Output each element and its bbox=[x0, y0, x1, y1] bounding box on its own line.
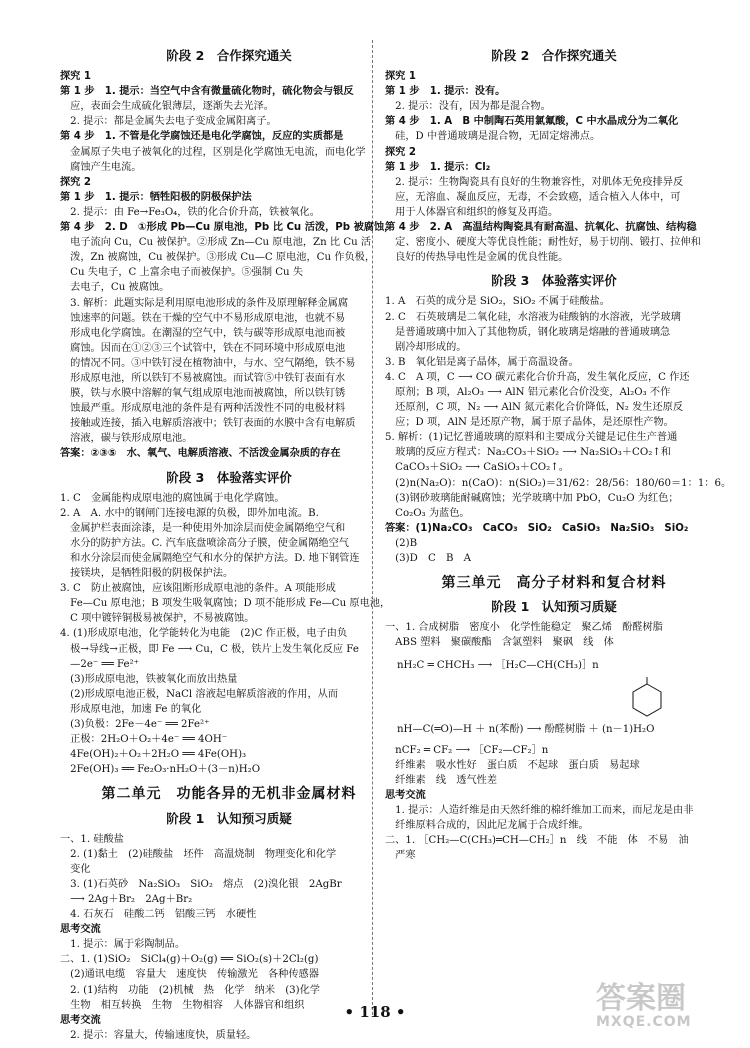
text-line: 2. 提示：容量大，传输速度快，质量轻。 bbox=[60, 1029, 257, 1041]
text-line: 电子流向 Cu，Cu 被保护。②形成 Zn—Cu 原电池，Zn 比 Cu 活 bbox=[60, 237, 372, 249]
text-line: 2. A A. 水中的钢闸门连接电源的负极，即外加电流。B. bbox=[60, 507, 319, 519]
text-line: 第 4 步 2. D ①形成 Pb—Cu 原电池，Pb 比 Cu 活泼，Pb 被腐蚀， bbox=[60, 222, 395, 234]
text-line: 二、1. ［CH₂—C(CH₃)═CH—CH₂］n 线 不能 体 不易 油 bbox=[385, 835, 689, 847]
text-line: Cu 失电子，C 上富余电子而被保护。⑤强制 Cu 失 bbox=[60, 267, 304, 279]
text-line: 1. C 金属能构成原电池的腐蚀属于电化学腐蚀。 bbox=[60, 492, 285, 504]
text-line: 溶液，碳与铁形成原电池。 bbox=[60, 433, 193, 445]
right-section-2 bbox=[385, 294, 732, 566]
text-line: 2. (1)黏土 (2)硅酸盐 坯件 高温烧制 物理变化和化学 bbox=[60, 848, 337, 860]
text-line: 严寒 bbox=[385, 850, 416, 862]
text-line: 应；D 项，AlN 是还原产物，属于原子晶体，是还原性产物。 bbox=[385, 417, 674, 429]
text-line: C 项中镀锌铜极易被保护，不易被腐蚀。 bbox=[60, 613, 255, 625]
text-line: (2)B bbox=[385, 537, 418, 549]
text-line: 思考交流 bbox=[60, 924, 101, 936]
text-line: 5. 解析：(1)记忆普通玻璃的原料和主要成分关键是记住生产普通 bbox=[385, 432, 678, 444]
text-line: 应，表面会生成硫化银薄层，逐渐失去光泽。 bbox=[60, 101, 274, 113]
text-line: 1. 提示：人造纤维是由天然纤维的棉纤维加工而来，而尼龙是由非 bbox=[385, 805, 694, 817]
text-line: (3)形成原电池，铁被氧化而放出热量 bbox=[60, 673, 238, 685]
text-line: 4. C A 项，C ⟶ CO 碳元素化合价升高，发生氧化反应，C 作还 bbox=[385, 371, 690, 383]
stage-heading: 阶段 1 认知预习质疑 bbox=[491, 599, 617, 615]
text-line: 形成原电池，加速 Fe 的氧化 bbox=[60, 703, 202, 715]
page-number: • 118 • bbox=[344, 1003, 406, 1021]
text-line: 第 1 步 1. 提示：牺牲阳极的阴极保护法 bbox=[60, 191, 252, 203]
text-line: 探究 1 bbox=[385, 71, 417, 83]
text-line: ABS 塑料 聚碳酸酯 含氯塑料 聚砜 线 体 bbox=[385, 637, 614, 649]
polypropylene-equation: nH₂C ═ CHCH₃ ⟶ ［H₂C—CH(CH₃)］n bbox=[397, 660, 599, 672]
text-line: 4. (1)形成原电池，化学能转化为电能 (2)C 作正极，电子由负 bbox=[60, 628, 348, 640]
text-line: 3. B 氧化铝是离子晶体，属于高温设备。 bbox=[385, 356, 579, 368]
text-line: 水分的防护方法。C. 汽车底盘喷涂高分子膜，使金属隔绝空气 bbox=[60, 537, 349, 549]
text-line: (2)n(Na₂O)：n(CaO)：n(SiO₂)＝31/62：28/56：180/60＝1：1：6。 bbox=[385, 477, 732, 489]
right-section-1 bbox=[385, 69, 723, 265]
text-line: 1. A 石英的成分是 SiO₂，SiO₂ 不属于硅酸盐。 bbox=[385, 296, 610, 308]
text-line: 4Fe(OH)₂＋O₂＋2H₂O ══ 4Fe(OH)₃ bbox=[60, 749, 247, 761]
text-line: 用于人体器官和组织的修复及再造。 bbox=[385, 206, 559, 218]
text-line: 纤维素 吸水性好 蛋白质 不起球 蛋白质 易起球 bbox=[385, 759, 640, 771]
stage-heading: 阶段 3 体验落实评价 bbox=[491, 273, 617, 289]
text-line: 一、1. 合成树脂 密度小 化学性能稳定 聚乙烯 酚醛树脂 bbox=[385, 622, 663, 634]
text-line: 剧冷却形成的。 bbox=[385, 341, 467, 353]
text-line: 蚀最严重。形成原电池的条件是有两种活泼性不同的电极材料 bbox=[60, 403, 346, 415]
text-line: (2)通讯电缆 容量大 速度快 传输激光 各种传感器 bbox=[60, 969, 319, 981]
text-line: 答案：(1)Na₂CO₃ CaCO₃ SiO₂ CaSiO₃ Na₂SiO₃ SiO₂ bbox=[385, 522, 689, 534]
text-line: 3. (1)石英砂 Na₂SiO₃ SiO₂ 熔点 (2)溴化银 2AgBr bbox=[60, 878, 342, 890]
left-section-1 bbox=[60, 69, 398, 461]
text-line: ⟶ 2Ag＋Br₂ 2Ag＋Br₂ bbox=[60, 893, 193, 905]
stage-heading: 阶段 3 体验落实评价 bbox=[166, 469, 292, 485]
text-line: 第 1 步 1. 提示：当空气中含有微量硫化物时，硫化物会与银反 bbox=[60, 86, 354, 98]
phenol-resin-equation: nH—C(═O)—H ＋ n(苯酚) ⟶ 酚醛树脂 ＋ (n－1)H₂O bbox=[397, 723, 655, 735]
text-line: 膜，铁与水膜中溶解的氧气组成原电池而被腐蚀，所以铁钉锈 bbox=[60, 388, 346, 400]
text-line: 纤维素 线 透气性差 bbox=[385, 774, 498, 786]
text-line: 探究 1 bbox=[60, 71, 92, 83]
text-line: 第 4 步 1. 不管是化学腐蚀还是电化学腐蚀，反应的实质都是 bbox=[60, 131, 344, 143]
text-line: nCF₂ ═ CF₂ ⟶ ［CF₂—CF₂］n bbox=[385, 744, 549, 756]
text-line: 生物 相互转换 生物 生物相容 人体器官和组织 bbox=[60, 999, 305, 1011]
text-line: 的情况不同。③中铁钉浸在植物油中，与水、空气隔绝，铁不易 bbox=[60, 357, 356, 369]
text-line: 去电子，Cu 被腐蚀。 bbox=[60, 282, 170, 294]
stage-heading: 阶段 1 认知预习质疑 bbox=[166, 810, 292, 826]
text-line: 还原剂，C 项，N₂ ⟶ AlN 氮元素化合价降低，N₂ 发生还原反 bbox=[385, 402, 684, 414]
text-line: —2e⁻ ══ Fe²⁺ bbox=[60, 658, 140, 670]
text-line: 良好的传热导电性是金属的优良性能。 bbox=[385, 252, 569, 264]
unit-heading: 第二单元 功能各异的无机非金属材料 bbox=[101, 786, 357, 803]
text-line: (3)负极：2Fe－4e⁻ ══ 2Fe²⁺ bbox=[60, 719, 210, 731]
text-line: 3. C 防止被腐蚀，应该阻断形成原电池的条件。A 项能形成 bbox=[60, 583, 336, 595]
text-line: 应，无溶血、凝血反应，无毒，不会致癌，适合植入人体中，可 bbox=[385, 191, 681, 203]
text-line: 一、1. 硅酸盐 bbox=[60, 833, 124, 845]
text-line: 腐蚀。因而在①②③三个试管中，铁在不同环境中形成原电池 bbox=[60, 342, 346, 354]
text-line: 探究 2 bbox=[385, 146, 417, 158]
text-line: 第 4 步 2. A 高温结构陶瓷具有耐高温、抗氧化、抗腐蚀、结构稳 bbox=[385, 222, 697, 234]
text-line: Co₂O₃ 为蓝色。 bbox=[385, 507, 470, 519]
text-line: 2. 提示：由 Fe→Fe₃O₄，铁的化合价升高，铁被氧化。 bbox=[60, 206, 320, 218]
text-line: 原剂；B 项，Al₂O₃ ⟶ AlN 铝元素化合价没变，Al₂O₃ 不作 bbox=[385, 386, 671, 398]
text-line: (2)形成原电池正极，NaCl 溶液起电解质溶液的作用，从而 bbox=[60, 688, 339, 700]
right-column bbox=[385, 40, 732, 863]
text-line: 答案：②③⑤ 水、氧气、电解质溶液、不活泼金属杂质的存在 bbox=[60, 448, 341, 460]
text-line: 2. 提示：生物陶瓷具有良好的生物兼容性，对肌体无免疫排异反 bbox=[385, 176, 684, 188]
text-line: 2. 提示：没有，因为都是混合物。 bbox=[385, 101, 551, 113]
text-line: 1. 提示：属于彩陶制品。 bbox=[60, 939, 186, 951]
text-line: 泼，Zn 被腐蚀，Cu 被保护。③形成 Cu—C 原电池，Cu 作负极， bbox=[60, 252, 376, 264]
text-line: 思考交流 bbox=[60, 1014, 101, 1026]
unit-heading: 第三单元 高分子材料和复合材料 bbox=[441, 575, 667, 592]
right-section-3b bbox=[385, 743, 723, 864]
text-line: CaCO₃＋SiO₂ ⟶ CaSiO₃＋CO₂↑。 bbox=[385, 462, 569, 474]
text-line: 第 1 步 1. 提示：没有。 bbox=[385, 86, 506, 98]
stage-heading: 阶段 2 合作探究通关 bbox=[491, 48, 617, 63]
text-line: 2. 提示：都是金属失去电子变成金属阳离子。 bbox=[60, 116, 277, 128]
text-line: 第 4 步 1. A B 中制陶石英用氯氟酸，C 中水晶成分为二氧化 bbox=[385, 116, 679, 128]
text-line: 金属护栏表面涂漆，是一种使用外加涂层而使金属隔绝空气和 bbox=[60, 522, 346, 534]
text-line: 第 1 步 1. 提示：Cl₂ bbox=[385, 161, 491, 173]
text-line: 纤维原料合成的，因此尼龙属于合成纤维。 bbox=[385, 820, 589, 832]
text-line: 探究 2 bbox=[60, 176, 92, 188]
text-line: 形成原电池，所以铁钉不易被腐蚀。而试管⑤中铁钉表面有水 bbox=[60, 372, 346, 384]
text-line: Fe—Cu 原电池；B 项发生吸氧腐蚀；D 项不能形成 Fe—Cu 原电池， bbox=[60, 598, 391, 610]
text-line: 是普通玻璃中加入了其他物质，钢化玻璃是熔融的普通玻璃急 bbox=[385, 326, 671, 338]
text-line: (3)D C B A bbox=[385, 553, 471, 564]
text-line: (3)钢砂玻璃能耐碱腐蚀；光学玻璃中加 PbO，Cu₂O 为红色； bbox=[385, 492, 679, 504]
left-section-2 bbox=[60, 491, 398, 778]
text-line: 玻璃的反应方程式：Na₂CO₃＋SiO₂ ⟶ Na₂SiO₃＋CO₂↑和 bbox=[385, 447, 672, 459]
text-line: 和水分涂层而使金属隔绝空气和水分的保护方法。D. 地下钢管连 bbox=[60, 553, 360, 564]
text-line: 蚀速率的问题。铁在干燥的空气中不易形成原电池，也就不易 bbox=[60, 312, 346, 324]
text-line: 变化 bbox=[60, 863, 91, 875]
text-line: 2Fe(OH)₃ ══ Fe₂O₃·nH₂O＋(3－n)H₂O bbox=[60, 764, 261, 776]
text-line: 2. (1)结构 功能 (2)机械 热 化学 纳米 (3)化学 bbox=[60, 984, 320, 996]
text-line: 金属原子失电子被氧化的过程，区别是化学腐蚀无电流，而电化学 bbox=[60, 146, 366, 158]
right-section-3a bbox=[385, 620, 723, 650]
text-line: 二、1. (1)SiO₂ SiCl₄(g)＋O₂(g) ══ SiO₂(s)＋2Cl₂(g) bbox=[60, 954, 319, 966]
text-line: 腐蚀产生电流。 bbox=[60, 161, 142, 173]
text-line: 形成电化学腐蚀。在潮湿的空气中，铁与碳等形成原电池而被 bbox=[60, 327, 346, 339]
text-line: 定、密度小、硬度大等优良性能；耐性好，易于切削、锻打、拉伸和 bbox=[385, 237, 701, 249]
text-line: 接镁块，是牺牲阳极的阴极保护法。 bbox=[60, 568, 234, 580]
text-line: 2. C 石英玻璃是二氧化硅，水溶液为硅酸钠的水溶液，光学玻璃 bbox=[385, 311, 681, 323]
text-line: 硅，D 中普通玻璃是混合物，无固定熔沸点。 bbox=[385, 131, 601, 143]
text-line: 思考交流 bbox=[385, 789, 426, 801]
text-line: 极→导线→正极，即 Fe ⟶ Cu，C 极，铁片上发生氧化反应 Fe bbox=[60, 643, 359, 655]
phenol-structure bbox=[385, 676, 723, 720]
left-column bbox=[60, 40, 398, 1043]
text-line: 正极：2H₂O＋O₂＋4e⁻ ══ 4OH⁻ bbox=[60, 734, 228, 746]
text-line: 接触或连接，插入电解质溶液中；铁钉表面的水膜中含有电解质 bbox=[60, 418, 356, 430]
stage-heading: 阶段 2 合作探究通关 bbox=[166, 48, 292, 63]
text-line: 4. 石灰石 硅酸二钙 铝酸三钙 水硬性 bbox=[60, 909, 257, 921]
watermark-logo: 答案圈 MXQE.COM bbox=[596, 981, 692, 1030]
text-line: 3. 解析：此题实际是利用原电池形成的条件及原理解释金属腐 bbox=[60, 297, 349, 309]
